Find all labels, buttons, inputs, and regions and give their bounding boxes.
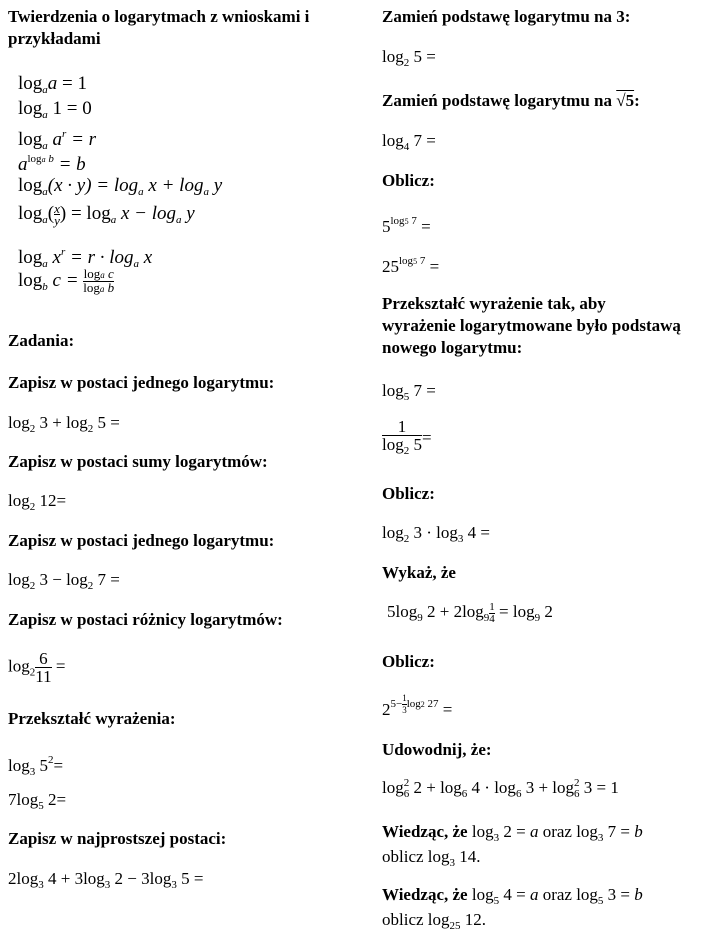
task-expr-r8: $5\log_9$ $2 + 2\log_9$ $\frac{1}{4}$ = $\log_9 2$ [387,600,553,625]
task-heading-4: Zapisz w postaci różnicy logarytmów: [8,610,283,629]
task-heading-1: Zapisz w postaci jednego logarytmu: [8,373,275,392]
task-expr-r3: $5^{log5 7}$ = [382,215,431,236]
task-expr-r5: $\log_5 7$ = [382,381,436,403]
task-expr-r1: $\log_2 5$ = [382,47,436,69]
task-expr-4: $\log_2$ $\frac{6}{11}$ = [8,649,66,686]
task-heading-2: Zapisz w postaci sumy logarytmów: [8,452,268,471]
task-expr-2: $\log_2 12=$ [8,491,67,513]
theorem-7: $\log_a x^r = r \cdot \log_a x$ [18,246,153,270]
tasks-heading: Zadania: [8,331,75,350]
theorem-6: $\log_a$( $\frac{x}{y}$ ) = $\log_a x - \log_a y$ [18,201,195,229]
theorem-4: $a^{loga b} = b$ [18,153,86,175]
task-expr-7: $2\log_3$ $4 + 3\log_3$ $2 - 3\log_3$ 5 = [8,869,204,891]
task-heading-r5: Oblicz: [382,484,435,503]
task-heading-5: Przekształć wyrażenia: [8,709,176,728]
theorem-2: $\log_a 1 = 0$ [18,98,92,121]
task-expr-r2: $\log_4 7$ = [382,131,436,153]
task-expr-r6: $\frac{1}{\log_2 5}$ = [382,417,432,457]
task-expr-r9: $2^{5- \frac{1}{3} log2 27}$ = [382,693,453,720]
task-heading-r7: Oblicz: [382,652,435,671]
task-expr-5: $\log_3 5^2=$ [8,754,64,778]
intro-title: Twierdzenia o logarytmach z wnioskami i przykładami [8,7,310,48]
task-heading-r6: Wykaż, że [382,563,456,582]
task-expr-r10: log 2 6 $2 + \log_6 4 \cdot \log_6 3 + \log$ 2 6 3 = 1 [382,777,619,801]
task-heading-r9: Wiedząc, że $\log_3 2 = a$ oraz $\log_3 7 = b$ [382,822,643,844]
task-expr-r7: $\log_2 3 \cdot \log_3 4$ = [382,523,490,545]
sqrt5: √5 [616,91,635,110]
task-heading-r4: Przekształć wyrażenie tak, aby wyrażenie logarytmowane było podstawą nowego logarytmu: [382,294,681,357]
task-heading-3: Zapisz w postaci jednego logarytmu: [8,531,275,550]
theorem-8: $\log_b c$ = $\frac{\text{loga c}}{\text{loga b}}$ [18,266,115,295]
task-heading-r10: Wiedząc, że $\log_5 4 = a$ oraz $\log_5 3 = b$ [382,885,643,907]
theorem-1: $\log_aa = 1$ [18,73,87,96]
task-expr-r12: oblicz $\log_{25} 12$. [382,910,487,932]
task-heading-r2: Zamień podstawę logarytmu na √5: [382,91,640,110]
theorem-5: $\log_a(x \cdot y) = \log_a x + \log_a y$ [18,175,223,198]
task-heading-r8: Udowodnij, że: [382,740,492,759]
task-expr-3: $\log_2 3 - \log_2 7$ = [8,570,120,592]
task-heading-r1: Zamień podstawę logarytmu na 3: [382,7,631,26]
task-expr-6: $7\log_5$ 2= [8,790,67,812]
task-expr-r11: oblicz $\log_3 14$. [382,847,481,869]
task-expr-1: $\log_2 3 + \log_2 5$ = [8,413,120,435]
task-heading-6: Zapisz w najprostszej postaci: [8,829,227,848]
theorem-3: $\log_a a^r = r$ [18,128,97,152]
task-expr-r4: $25^{log5 7}$ = [382,255,440,276]
task-heading-r3: Oblicz: [382,171,435,190]
